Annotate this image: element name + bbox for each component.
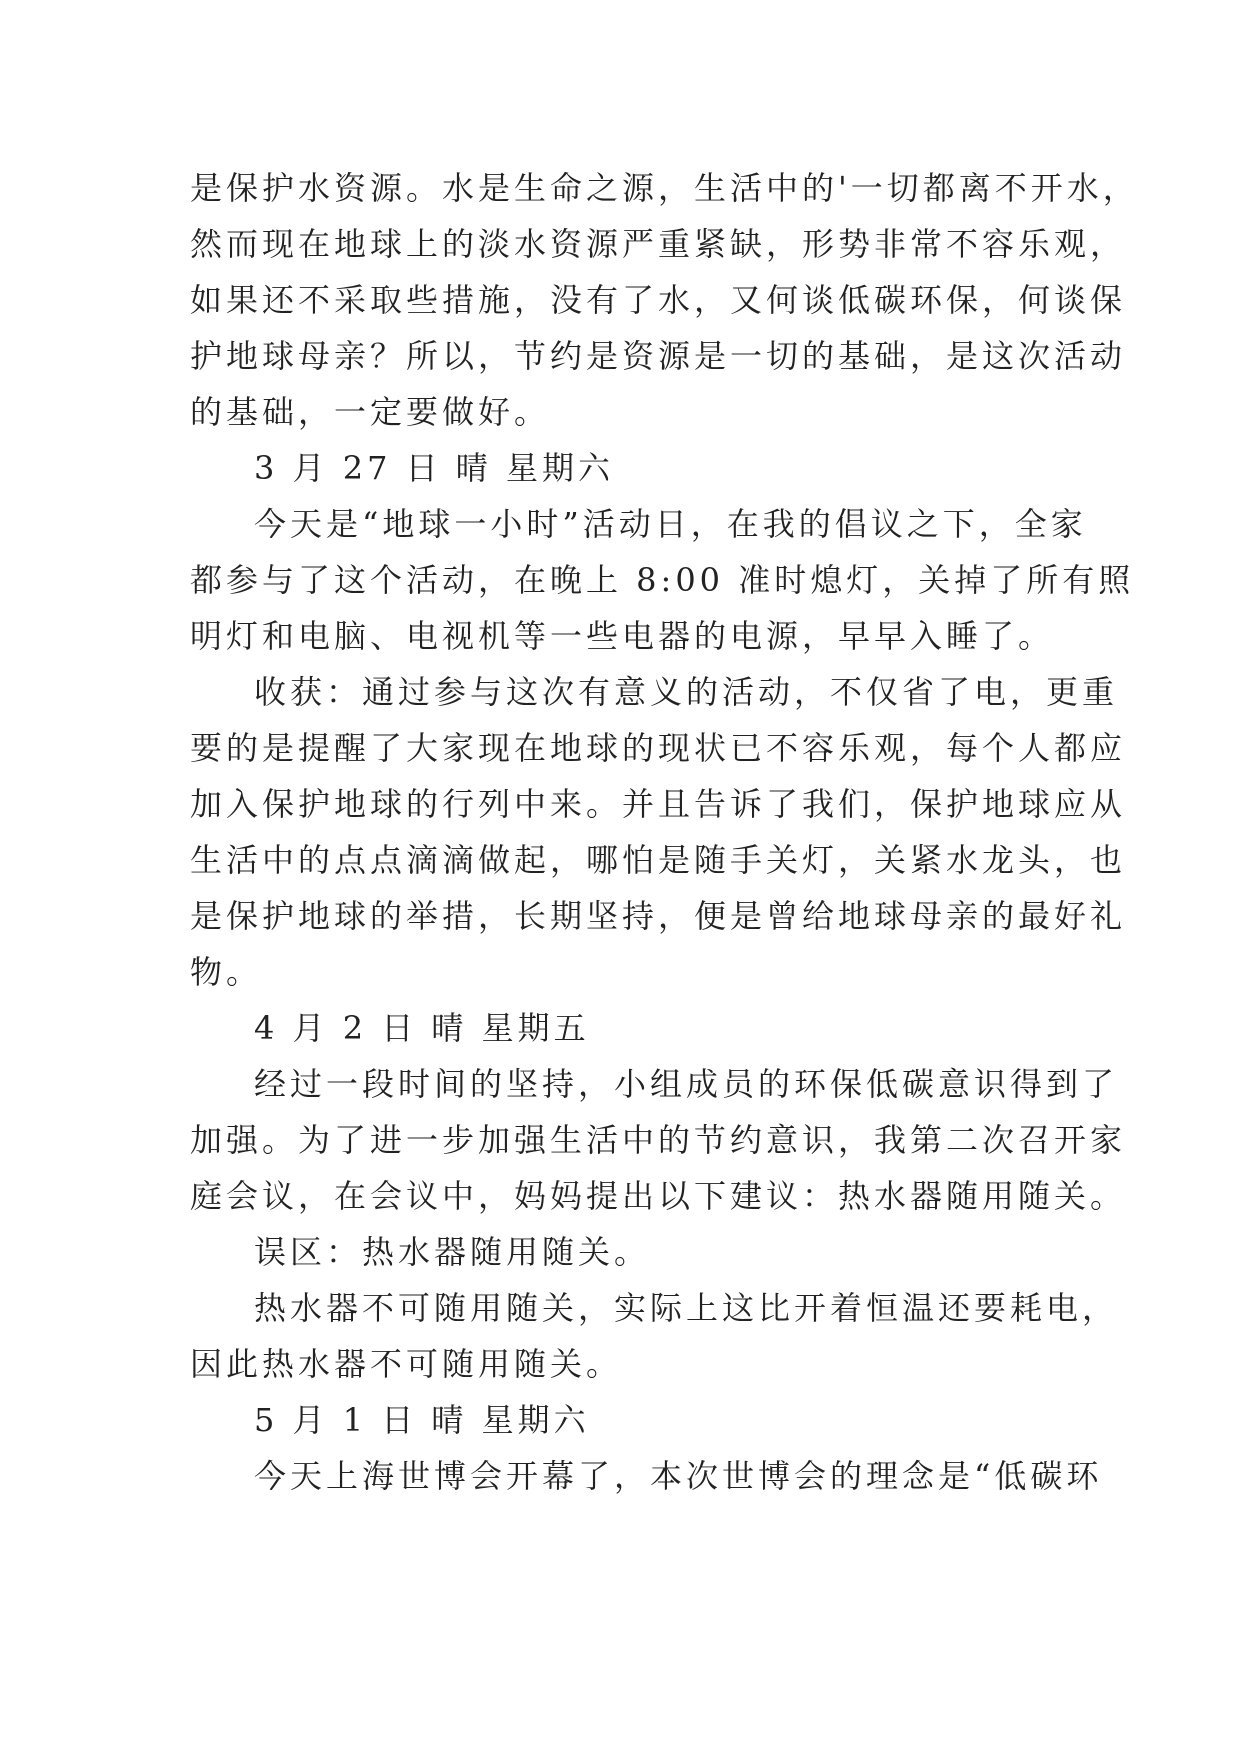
paragraph-line: 因此热水器不可随用随关。: [190, 1345, 623, 1383]
paragraph-line-indented: 收获：通过参与这次有意义的活动，不仅省了电，更重: [254, 673, 1119, 711]
paragraph-line: 然而现在地球上的淡水资源严重紧缺，形势非常不容乐观，: [190, 225, 1127, 263]
paragraph-line: 都参与了这个活动，在晚上 8:00 准时熄灯，关掉了所有照: [190, 561, 1135, 599]
paragraph-line-indented: 3 月 27 日 晴 星期六: [254, 449, 614, 487]
paragraph-line: 加入保护地球的行列中来。并且告诉了我们，保护地球应从: [190, 785, 1127, 823]
paragraph-line: 护地球母亲？所以，节约是资源是一切的基础，是这次活动: [190, 337, 1127, 375]
paragraph-line: 加强。为了进一步加强生活中的节约意识，我第二次召开家: [190, 1121, 1127, 1159]
document-body: [190, 160, 1139, 1504]
paragraph-line: 庭会议，在会议中，妈妈提出以下建议：热水器随用随关。: [190, 1177, 1127, 1215]
paragraph-line: 是保护地球的举措，长期坚持，便是曾给地球母亲的最好礼: [190, 897, 1127, 935]
paragraph-line: 明灯和电脑、电视机等一些电器的电源，早早入睡了。: [190, 617, 1055, 655]
paragraph-line-indented: 热水器不可随用随关，实际上这比开着恒温还要耗电，: [254, 1289, 1119, 1327]
paragraph-line: 如果还不采取些措施，没有了水，又何谈低碳环保，何谈保: [190, 281, 1127, 319]
paragraph-line: 是保护水资源。水是生命之源，生活中的'一切都离不开水，: [190, 169, 1139, 207]
paragraph-line: 要的是提醒了大家现在地球的现状已不容乐观，每个人都应: [190, 729, 1127, 767]
paragraph-line-indented: 今天上海世博会开幕了，本次世博会的理念是“低碳环: [254, 1457, 1103, 1495]
paragraph-line-indented: 经过一段时间的坚持，小组成员的环保低碳意识得到了: [254, 1065, 1119, 1103]
paragraph-line-indented: 5 月 1 日 晴 星期六: [254, 1401, 590, 1439]
paragraph-line-indented: 4 月 2 日 晴 星期五: [254, 1009, 590, 1047]
paragraph-line-indented: 今天是“地球一小时”活动日，在我的倡议之下，全家: [254, 505, 1087, 543]
paragraph-line: 物。: [190, 953, 263, 991]
paragraph-line-indented: 误区：热水器随用随关。: [254, 1233, 651, 1271]
paragraph-line: 的基础，一定要做好。: [190, 393, 551, 431]
paragraph-line: 生活中的点点滴滴做起，哪怕是随手关灯，关紧水龙头，也: [190, 841, 1127, 879]
